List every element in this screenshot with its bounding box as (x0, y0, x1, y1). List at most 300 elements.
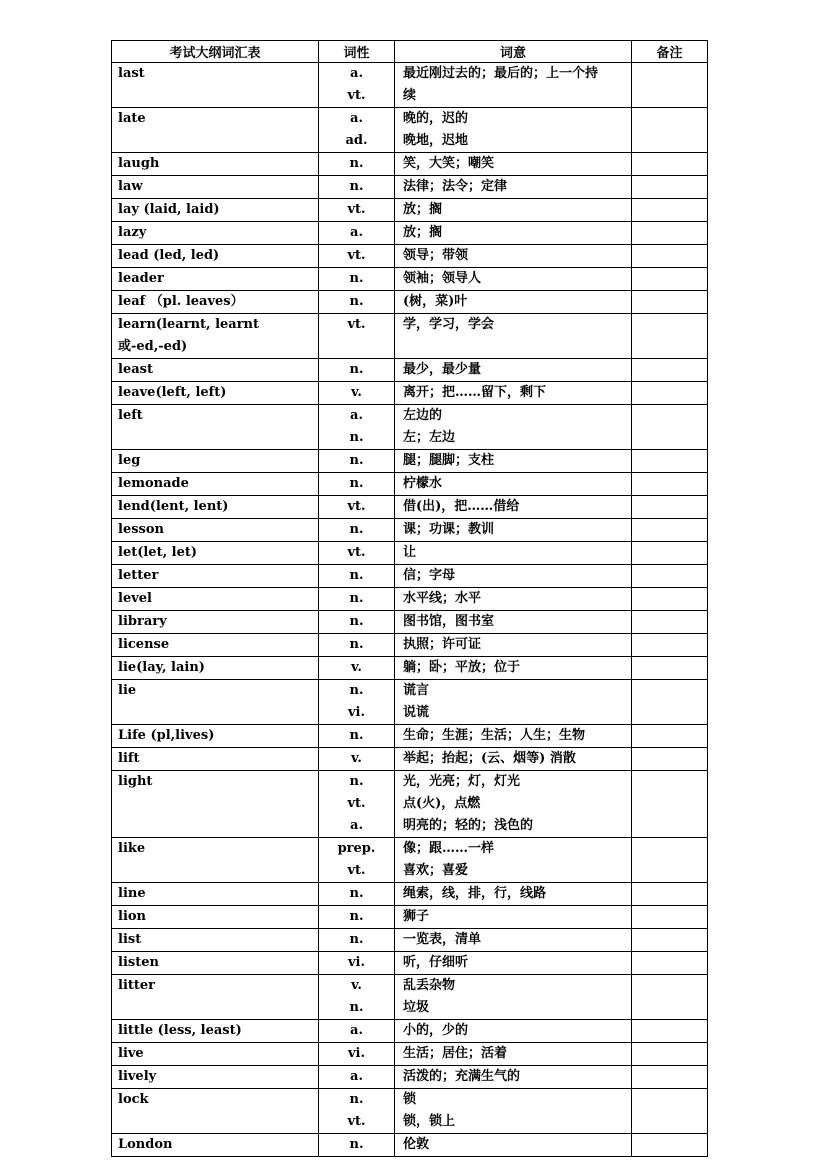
part-of-speech-cell (319, 153, 395, 176)
meaning-line: 学，学习，学会 (403, 317, 495, 332)
word-line (112, 702, 318, 724)
meaning-line: 放；搁 (403, 225, 443, 240)
header-note: 备注 (632, 41, 708, 63)
part-of-speech-line: vt. (347, 248, 366, 263)
word-line: level (118, 591, 152, 606)
note-cell (632, 1089, 708, 1134)
part-of-speech-line: n. (349, 271, 364, 286)
word-line: leaf （pl. leaves） (118, 294, 244, 309)
word-line: lazy (118, 225, 147, 240)
table-row (112, 588, 708, 611)
note-cell (632, 748, 708, 771)
word-line (112, 130, 318, 152)
word-line: Life (pl,lives) (118, 728, 215, 743)
word-line: leave(left, left) (118, 385, 227, 400)
meaning-line: 法律；法令；定律 (403, 179, 508, 194)
note-cell (632, 588, 708, 611)
table-row (112, 929, 708, 952)
part-of-speech-line: v. (351, 751, 362, 766)
part-of-speech-line: vt. (347, 88, 366, 103)
word-line: letter (118, 568, 159, 583)
table-row (112, 222, 708, 245)
word-cell (112, 153, 319, 176)
table-row (112, 199, 708, 222)
note-cell (632, 63, 708, 108)
table-row (112, 771, 708, 838)
note-cell (632, 906, 708, 929)
table-row (112, 883, 708, 906)
part-of-speech-cell (319, 1020, 395, 1043)
meaning-cell (395, 883, 632, 906)
word-line: leader (118, 271, 164, 286)
table-row (112, 382, 708, 405)
header-meaning: 词意 (395, 41, 632, 63)
note-cell (632, 657, 708, 680)
meaning-cell (395, 222, 632, 245)
part-of-speech-line: a. (350, 1069, 363, 1084)
table-row (112, 108, 708, 153)
part-of-speech-line: a. (350, 111, 363, 126)
meaning-line: 绳索，线，排，行，线路 (403, 886, 547, 901)
word-line: lie(lay, lain) (118, 660, 205, 675)
part-of-speech-line: n. (349, 156, 364, 171)
note-cell (632, 153, 708, 176)
note-cell (632, 382, 708, 405)
meaning-cell (395, 588, 632, 611)
part-of-speech-line: a. (350, 818, 363, 833)
part-of-speech-cell (319, 1043, 395, 1066)
meaning-cell (395, 1089, 632, 1134)
part-of-speech-cell (319, 657, 395, 680)
table-row (112, 473, 708, 496)
meaning-line: 放；搁 (403, 202, 443, 217)
part-of-speech-cell (319, 176, 395, 199)
part-of-speech-line: vi. (347, 705, 366, 720)
meaning-line: 乱丢杂物 (403, 978, 456, 993)
part-of-speech-line: prep. (337, 841, 376, 856)
part-of-speech-line: a. (350, 1023, 363, 1038)
meaning-cell (395, 153, 632, 176)
word-line: left (118, 408, 143, 423)
note-cell (632, 108, 708, 153)
table-row (112, 314, 708, 359)
note-cell (632, 680, 708, 725)
table-row (112, 1066, 708, 1089)
word-line: London (118, 1137, 173, 1152)
part-of-speech-line: n. (349, 362, 364, 377)
word-cell (112, 883, 319, 906)
part-of-speech-line: vt. (347, 545, 366, 560)
part-of-speech-line: vt. (347, 317, 366, 332)
word-line: line (118, 886, 146, 901)
meaning-cell (395, 382, 632, 405)
table-row (112, 291, 708, 314)
table-row (112, 952, 708, 975)
part-of-speech-cell (319, 771, 395, 838)
word-line: license (118, 637, 170, 652)
word-cell (112, 314, 319, 359)
meaning-line: 腿；腿脚；支柱 (403, 453, 495, 468)
word-cell (112, 176, 319, 199)
note-cell (632, 176, 708, 199)
meaning-line: 离开；把……留下，剩下 (403, 385, 547, 400)
note-cell (632, 199, 708, 222)
meaning-cell (395, 838, 632, 883)
part-of-speech-cell (319, 245, 395, 268)
meaning-cell (395, 496, 632, 519)
part-of-speech-line: n. (349, 522, 364, 537)
note-cell (632, 542, 708, 565)
meaning-cell (395, 611, 632, 634)
table-row (112, 1020, 708, 1043)
word-line: least (118, 362, 153, 377)
meaning-cell (395, 1134, 632, 1157)
word-line (112, 85, 318, 107)
part-of-speech-cell (319, 382, 395, 405)
note-cell (632, 883, 708, 906)
table-row (112, 268, 708, 291)
word-line: light (118, 774, 153, 789)
word-line: let(let, let) (118, 545, 197, 560)
part-of-speech-line: vi. (347, 1046, 366, 1061)
part-of-speech-line: n. (349, 430, 364, 445)
word-cell (112, 952, 319, 975)
word-line: lemonade (118, 476, 189, 491)
word-line: live (118, 1046, 144, 1061)
part-of-speech-line: v. (351, 978, 362, 993)
part-of-speech-cell (319, 611, 395, 634)
note-cell (632, 838, 708, 883)
word-cell (112, 222, 319, 245)
table-row (112, 838, 708, 883)
part-of-speech-cell (319, 268, 395, 291)
meaning-cell (395, 634, 632, 657)
meaning-line: 左边的 (403, 408, 443, 423)
meaning-cell (395, 405, 632, 450)
note-cell (632, 929, 708, 952)
word-line (112, 815, 318, 837)
word-line: listen (118, 955, 159, 970)
vocabulary-table (111, 40, 708, 1157)
meaning-line: 小的，少的 (403, 1023, 469, 1038)
meaning-line: 最少，最少量 (403, 362, 482, 377)
meaning-cell (395, 748, 632, 771)
note-cell (632, 291, 708, 314)
part-of-speech-cell (319, 975, 395, 1020)
part-of-speech-line: n. (349, 294, 364, 309)
table-row (112, 1134, 708, 1157)
table-row (112, 405, 708, 450)
word-line: learn(learnt, learnt (118, 317, 260, 332)
word-line: lay (laid, laid) (118, 202, 220, 217)
word-cell (112, 611, 319, 634)
word-cell (112, 588, 319, 611)
part-of-speech-line: n. (349, 1092, 364, 1107)
word-cell (112, 1089, 319, 1134)
note-cell (632, 975, 708, 1020)
table-row (112, 450, 708, 473)
part-of-speech-cell (319, 496, 395, 519)
meaning-cell (395, 929, 632, 952)
meaning-cell (395, 725, 632, 748)
meaning-line: 领导；带领 (403, 248, 469, 263)
meaning-cell (395, 176, 632, 199)
part-of-speech-cell (319, 314, 395, 359)
word-line: last (118, 66, 145, 81)
table-row (112, 176, 708, 199)
word-cell (112, 473, 319, 496)
part-of-speech-line: a. (350, 225, 363, 240)
meaning-cell (395, 952, 632, 975)
meaning-cell (395, 1043, 632, 1066)
part-of-speech-cell (319, 542, 395, 565)
meaning-cell (395, 291, 632, 314)
word-cell (112, 680, 319, 725)
table-row (112, 519, 708, 542)
part-of-speech-line: a. (350, 66, 363, 81)
word-cell (112, 725, 319, 748)
word-line: little (less, least) (118, 1023, 242, 1038)
part-of-speech-cell (319, 680, 395, 725)
table-row (112, 359, 708, 382)
part-of-speech-line: vi. (347, 955, 366, 970)
meaning-line: 明亮的；轻的；浅色的 (403, 818, 534, 833)
meaning-cell (395, 1020, 632, 1043)
word-cell (112, 838, 319, 883)
note-cell (632, 473, 708, 496)
word-line: lively (118, 1069, 157, 1084)
meaning-cell (395, 771, 632, 838)
word-cell (112, 405, 319, 450)
note-cell (632, 1043, 708, 1066)
meaning-line: 晚地，迟地 (403, 133, 469, 148)
part-of-speech-cell (319, 222, 395, 245)
meaning-line: 柠檬水 (403, 476, 443, 491)
part-of-speech-line: n. (349, 476, 364, 491)
note-cell (632, 314, 708, 359)
part-of-speech-line: n. (349, 774, 364, 789)
word-cell (112, 542, 319, 565)
meaning-line: 生活；居住；活着 (403, 1046, 508, 1061)
part-of-speech-line: n. (349, 886, 364, 901)
meaning-line: 执照；许可证 (403, 637, 482, 652)
part-of-speech-line: n. (349, 1000, 364, 1015)
part-of-speech-cell (319, 883, 395, 906)
meaning-line: 晚的，迟的 (403, 111, 469, 126)
part-of-speech-cell (319, 838, 395, 883)
meaning-cell (395, 359, 632, 382)
word-cell (112, 1043, 319, 1066)
note-cell (632, 1066, 708, 1089)
meaning-cell (395, 906, 632, 929)
meaning-line: 生命；生涯；生活；人生；生物 (403, 728, 586, 743)
meaning-cell (395, 1066, 632, 1089)
part-of-speech-line: vt. (347, 499, 366, 514)
note-cell (632, 405, 708, 450)
word-line: late (118, 111, 146, 126)
note-cell (632, 611, 708, 634)
word-cell (112, 291, 319, 314)
meaning-line: 课；功课；教训 (403, 522, 495, 537)
table-row (112, 63, 708, 108)
meaning-line: 光，光亮；灯，灯光 (403, 774, 521, 789)
word-cell (112, 63, 319, 108)
table-row (112, 1043, 708, 1066)
meaning-cell (395, 268, 632, 291)
part-of-speech-cell (319, 725, 395, 748)
word-line: like (118, 841, 146, 856)
table-row (112, 153, 708, 176)
part-of-speech-line: n. (349, 728, 364, 743)
meaning-cell (395, 473, 632, 496)
part-of-speech-cell (319, 473, 395, 496)
word-cell (112, 108, 319, 153)
part-of-speech-cell (319, 405, 395, 450)
note-cell (632, 771, 708, 838)
meaning-line: 伦敦 (403, 1137, 430, 1152)
word-cell (112, 634, 319, 657)
word-line: law (118, 179, 143, 194)
word-line (112, 793, 318, 815)
table-row (112, 680, 708, 725)
word-line: lead (led, led) (118, 248, 220, 263)
meaning-line: 锁，锁上 (403, 1114, 456, 1129)
meaning-line: 锁 (403, 1092, 417, 1107)
word-line: lock (118, 1092, 149, 1107)
part-of-speech-line: vt. (347, 863, 366, 878)
note-cell (632, 565, 708, 588)
table-row (112, 565, 708, 588)
header-part-of-speech: 词性 (319, 41, 395, 63)
meaning-line: 举起；抬起；(云、烟等) 消散 (403, 751, 576, 766)
part-of-speech-cell (319, 519, 395, 542)
part-of-speech-cell (319, 291, 395, 314)
meaning-line: 谎言 (403, 683, 430, 698)
word-line: library (118, 614, 167, 629)
part-of-speech-line: vt. (347, 796, 366, 811)
meaning-line: 借(出)，把……借给 (403, 499, 520, 514)
part-of-speech-line: v. (351, 385, 362, 400)
part-of-speech-line: n. (349, 591, 364, 606)
part-of-speech-line: n. (349, 637, 364, 652)
word-cell (112, 359, 319, 382)
part-of-speech-line: n. (349, 179, 364, 194)
word-cell (112, 268, 319, 291)
meaning-line: 点(火)，点燃 (403, 796, 481, 811)
meaning-line: 喜欢；喜爱 (403, 863, 469, 878)
meaning-line: 续 (403, 88, 417, 103)
word-line: lion (118, 909, 146, 924)
meaning-cell (395, 565, 632, 588)
note-cell (632, 1134, 708, 1157)
part-of-speech-cell (319, 359, 395, 382)
meaning-cell (395, 199, 632, 222)
word-line: lie (118, 683, 137, 698)
part-of-speech-line (319, 336, 394, 358)
part-of-speech-line: n. (349, 1137, 364, 1152)
meaning-cell (395, 542, 632, 565)
note-cell (632, 496, 708, 519)
part-of-speech-line: n. (349, 932, 364, 947)
part-of-speech-cell (319, 588, 395, 611)
table-row (112, 496, 708, 519)
meaning-line: 左；左边 (403, 430, 456, 445)
part-of-speech-cell (319, 565, 395, 588)
part-of-speech-line: ad. (345, 133, 368, 148)
word-line (112, 427, 318, 449)
meaning-line: 图书馆，图书室 (403, 614, 495, 629)
meaning-cell (395, 657, 632, 680)
note-cell (632, 359, 708, 382)
meaning-line: (树，菜)叶 (403, 294, 468, 309)
part-of-speech-cell (319, 929, 395, 952)
part-of-speech-line: n. (349, 909, 364, 924)
word-cell (112, 199, 319, 222)
table-row (112, 245, 708, 268)
word-cell (112, 450, 319, 473)
part-of-speech-line: vt. (347, 202, 366, 217)
word-line: lift (118, 751, 140, 766)
meaning-line: 垃圾 (403, 1000, 430, 1015)
table-row (112, 975, 708, 1020)
word-cell (112, 496, 319, 519)
part-of-speech-cell (319, 906, 395, 929)
word-line (112, 1111, 318, 1133)
table-row (112, 657, 708, 680)
part-of-speech-cell (319, 634, 395, 657)
part-of-speech-line: v. (351, 660, 362, 675)
word-line (112, 860, 318, 882)
header-row (112, 41, 708, 63)
part-of-speech-line: n. (349, 683, 364, 698)
table-row (112, 634, 708, 657)
part-of-speech-cell (319, 952, 395, 975)
meaning-line: 一览表，清单 (403, 932, 482, 947)
meaning-cell (395, 450, 632, 473)
word-cell (112, 1020, 319, 1043)
meaning-line: 活泼的；充满生气的 (403, 1069, 521, 1084)
word-cell (112, 565, 319, 588)
note-cell (632, 952, 708, 975)
word-line: laugh (118, 156, 160, 171)
meaning-cell (395, 975, 632, 1020)
meaning-cell (395, 63, 632, 108)
part-of-speech-cell (319, 748, 395, 771)
meaning-line: 躺；卧；平放；位于 (403, 660, 521, 675)
word-cell (112, 245, 319, 268)
meaning-line: 领袖；领导人 (403, 271, 482, 286)
table-row (112, 611, 708, 634)
word-line: litter (118, 978, 156, 993)
meaning-line: 信；字母 (403, 568, 456, 583)
part-of-speech-cell (319, 63, 395, 108)
meaning-line: 听，仔细听 (403, 955, 469, 970)
note-cell (632, 268, 708, 291)
word-cell (112, 748, 319, 771)
word-line: leg (118, 453, 141, 468)
table-row (112, 725, 708, 748)
part-of-speech-line: n. (349, 614, 364, 629)
note-cell (632, 245, 708, 268)
part-of-speech-line: n. (349, 453, 364, 468)
word-cell (112, 519, 319, 542)
header-word: 考试大纲词汇表 (112, 41, 319, 63)
note-cell (632, 634, 708, 657)
table-row (112, 906, 708, 929)
meaning-cell (395, 519, 632, 542)
note-cell (632, 725, 708, 748)
meaning-line: 像；跟……一样 (403, 841, 495, 856)
